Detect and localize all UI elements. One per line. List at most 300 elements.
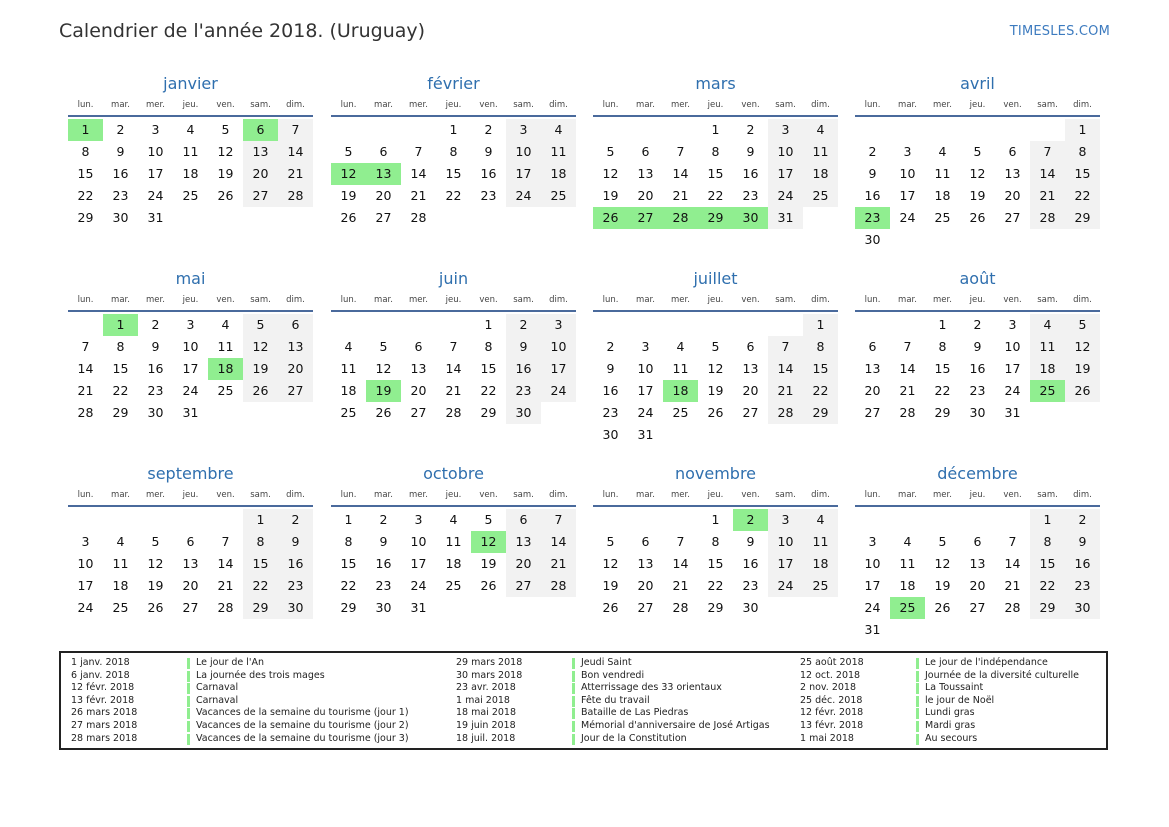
day-cell: 20 (243, 163, 278, 185)
day-cell: 19 (602, 578, 619, 593)
weekday-label: sam. (1037, 100, 1058, 110)
day-cell: 23 (112, 188, 129, 203)
day-cell: 8 (449, 144, 458, 159)
day-cell: 9 (278, 531, 313, 553)
day-cell: 7 (676, 534, 685, 549)
weekday-label: mar. (636, 490, 655, 500)
day-cell: 19 (934, 578, 951, 593)
day-cell: 21 (541, 553, 576, 575)
holiday-day-cell: 26 (593, 207, 628, 229)
day-cell: 26 (340, 210, 357, 225)
empty-cell (663, 119, 698, 141)
weekday-label: mar. (111, 295, 130, 305)
day-cell: 2 (116, 122, 125, 137)
weekday-label: mar. (374, 490, 393, 500)
day-cell: 13 (410, 361, 427, 376)
weekday-label: sam. (1037, 490, 1058, 500)
empty-cell (331, 119, 366, 141)
weekday-label: sam. (250, 295, 271, 305)
day-cell: 15 (243, 553, 278, 575)
day-cell: 17 (864, 578, 881, 593)
day-cell: 20 (969, 578, 986, 593)
day-cell: 29 (112, 405, 129, 420)
day-cell: 16 (742, 556, 759, 571)
weekday-label: lun. (602, 490, 619, 500)
month-name: décembre (937, 464, 1018, 483)
day-cell: 29 (707, 600, 724, 615)
holiday-color-marker (572, 696, 575, 707)
day-cell: 6 (973, 534, 982, 549)
holiday-color-marker (916, 708, 919, 719)
weekday-label: sam. (1037, 295, 1058, 305)
day-cell: 2 (379, 512, 388, 527)
day-cell: 27 (864, 405, 881, 420)
holiday-day-cell: 12 (331, 163, 366, 185)
holiday-color-marker (187, 721, 190, 732)
weekday-label: ven. (479, 295, 498, 305)
empty-cell (1030, 119, 1065, 141)
day-cell: 24 (1004, 383, 1021, 398)
legend-column (456, 657, 770, 745)
holiday-name: Mémorial d'anniversaire de José Artigas (581, 719, 770, 731)
day-cell: 30 (864, 232, 881, 247)
holiday-name: Carnaval (196, 694, 239, 706)
weekday-label: mer. (409, 490, 428, 500)
weekday-label: ven. (1003, 100, 1022, 110)
day-cell: 5 (243, 314, 278, 336)
day-cell: 24 (541, 380, 576, 402)
holiday-day-cell: 1 (103, 314, 138, 336)
weekday-label: lun. (77, 100, 94, 110)
day-cell: 5 (973, 144, 982, 159)
holiday-color-marker (187, 708, 190, 719)
day-cell: 19 (217, 166, 234, 181)
day-cell: 29 (1065, 207, 1100, 229)
day-cell: 10 (147, 144, 164, 159)
day-cell: 14 (672, 166, 689, 181)
day-cell: 5 (606, 534, 615, 549)
day-cell: 20 (182, 578, 199, 593)
day-cell: 18 (899, 578, 916, 593)
day-cell: 2 (746, 122, 755, 137)
month-name: août (959, 269, 996, 288)
day-cell: 24 (147, 188, 164, 203)
day-cell: 6 (641, 144, 650, 159)
brand-link[interactable]: TIMESLES.COM (1009, 24, 1110, 39)
day-cell: 15 (480, 361, 497, 376)
holiday-name: Le jour de l'indépendance (925, 657, 1048, 668)
holiday-day-cell: 19 (366, 380, 401, 402)
weekday-header (331, 97, 576, 117)
day-cell: 7 (903, 339, 912, 354)
weekday-label: dim. (286, 100, 305, 110)
day-cell: 31 (637, 427, 654, 442)
day-cell: 7 (449, 339, 458, 354)
holiday-name: Vacances de la semaine du tourisme (jour 3) (196, 732, 409, 744)
empty-cell (855, 314, 890, 336)
empty-cell (995, 119, 1030, 141)
day-cell: 11 (112, 556, 129, 571)
holiday-day-cell: 29 (698, 207, 733, 229)
weekday-label: mer. (671, 490, 690, 500)
day-cell: 2 (484, 122, 493, 137)
weekday-label: dim. (1073, 100, 1092, 110)
day-cell: 10 (541, 336, 576, 358)
day-cell: 22 (707, 188, 724, 203)
day-cell: 11 (1030, 336, 1065, 358)
weekday-label: jeu. (969, 490, 986, 500)
day-cell: 22 (243, 575, 278, 597)
day-cell: 9 (1065, 531, 1100, 553)
day-cell: 22 (707, 578, 724, 593)
empty-cell (925, 509, 960, 531)
holiday-date: 18 mai 2018 (456, 707, 517, 719)
holiday-date: 1 mai 2018 (800, 732, 854, 744)
day-cell: 6 (641, 534, 650, 549)
day-cell: 28 (217, 600, 234, 615)
month-9 (331, 463, 576, 619)
day-cell: 9 (484, 144, 493, 159)
holiday-date: 1 janv. 2018 (71, 657, 130, 668)
weekday-label: ven. (1003, 490, 1022, 500)
day-grid (68, 314, 313, 424)
day-cell: 26 (969, 210, 986, 225)
day-cell: 16 (864, 188, 881, 203)
day-cell: 14 (541, 531, 576, 553)
day-cell: 10 (768, 141, 803, 163)
day-cell: 26 (217, 188, 234, 203)
day-cell: 17 (541, 358, 576, 380)
day-cell: 26 (934, 600, 951, 615)
weekday-label: dim. (811, 490, 830, 500)
legend-row (800, 733, 1079, 746)
day-cell: 17 (768, 163, 803, 185)
day-grid (855, 314, 1100, 424)
weekday-label: sam. (775, 490, 796, 500)
day-cell: 18 (1030, 358, 1065, 380)
day-cell: 10 (506, 141, 541, 163)
day-cell: 24 (768, 185, 803, 207)
weekday-header (855, 487, 1100, 507)
day-cell: 23 (278, 575, 313, 597)
day-cell: 23 (480, 188, 497, 203)
weekday-label: sam. (513, 295, 534, 305)
day-cell: 25 (934, 210, 951, 225)
month-name: octobre (423, 464, 484, 483)
holiday-name: Lundi gras (925, 707, 975, 719)
empty-cell (698, 314, 733, 336)
day-cell: 17 (637, 383, 654, 398)
day-cell: 8 (803, 336, 838, 358)
month-1 (331, 73, 576, 229)
day-cell: 20 (410, 383, 427, 398)
weekday-label: mar. (898, 490, 917, 500)
day-cell: 3 (414, 512, 423, 527)
day-cell: 2 (278, 509, 313, 531)
day-cell: 24 (182, 383, 199, 398)
day-cell: 2 (1065, 509, 1100, 531)
weekday-label: mar. (374, 100, 393, 110)
holiday-date: 30 mars 2018 (456, 669, 523, 681)
day-cell: 30 (506, 402, 541, 424)
day-cell: 27 (742, 405, 759, 420)
day-cell: 9 (151, 339, 160, 354)
holiday-legend (59, 651, 1108, 750)
day-cell: 31 (410, 600, 427, 615)
day-cell: 16 (147, 361, 164, 376)
weekday-label: mar. (636, 295, 655, 305)
weekday-label: lun. (864, 490, 881, 500)
day-cell: 25 (182, 188, 199, 203)
day-grid (593, 509, 838, 619)
holiday-name: La journée des trois mages (196, 669, 325, 681)
weekday-label: mar. (898, 295, 917, 305)
weekday-label: ven. (741, 490, 760, 500)
day-cell: 14 (278, 141, 313, 163)
day-cell: 30 (147, 405, 164, 420)
empty-cell (593, 509, 628, 531)
day-cell: 9 (116, 144, 125, 159)
holiday-name: La Toussaint (925, 682, 984, 694)
day-cell: 16 (375, 556, 392, 571)
weekday-label: mar. (111, 100, 130, 110)
day-cell: 23 (1065, 575, 1100, 597)
day-cell: 15 (112, 361, 129, 376)
empty-cell (960, 119, 995, 141)
day-cell: 5 (379, 339, 388, 354)
weekday-label: jeu. (969, 100, 986, 110)
day-cell: 12 (934, 556, 951, 571)
weekday-label: jeu. (445, 490, 462, 500)
day-cell: 2 (868, 144, 877, 159)
day-cell: 3 (1008, 317, 1017, 332)
day-cell: 4 (938, 144, 947, 159)
weekday-label: dim. (811, 295, 830, 305)
day-grid (331, 314, 576, 424)
day-cell: 16 (506, 358, 541, 380)
day-cell: 12 (602, 556, 619, 571)
day-cell: 13 (506, 531, 541, 553)
day-cell: 25 (445, 578, 462, 593)
day-cell: 24 (637, 405, 654, 420)
day-cell: 21 (77, 383, 94, 398)
day-cell: 26 (707, 405, 724, 420)
day-cell: 3 (903, 144, 912, 159)
day-cell: 19 (707, 383, 724, 398)
day-cell: 31 (1004, 405, 1021, 420)
day-cell: 31 (864, 622, 881, 637)
day-cell: 23 (969, 383, 986, 398)
day-grid (855, 119, 1100, 251)
day-cell: 30 (1065, 597, 1100, 619)
holiday-date: 28 mars 2018 (71, 732, 138, 744)
day-cell: 16 (480, 166, 497, 181)
legend-row (71, 670, 409, 683)
weekday-label: mar. (898, 100, 917, 110)
day-cell: 19 (340, 188, 357, 203)
day-cell: 6 (414, 339, 423, 354)
weekday-label: mer. (146, 490, 165, 500)
weekday-label: dim. (549, 295, 568, 305)
day-cell: 19 (1065, 358, 1100, 380)
day-cell: 27 (969, 600, 986, 615)
day-cell: 14 (445, 361, 462, 376)
day-cell: 27 (506, 575, 541, 597)
day-cell: 7 (221, 534, 230, 549)
holiday-date: 12 févr. 2018 (71, 682, 135, 694)
day-cell: 3 (541, 314, 576, 336)
day-cell: 19 (147, 578, 164, 593)
holiday-name: Jour de la Constitution (581, 732, 687, 744)
empty-cell (628, 314, 663, 336)
weekday-label: ven. (216, 295, 235, 305)
holiday-day-cell: 18 (208, 358, 243, 380)
day-cell: 18 (445, 556, 462, 571)
day-cell: 26 (243, 380, 278, 402)
day-cell: 13 (637, 556, 654, 571)
legend-row (71, 707, 409, 720)
day-cell: 28 (410, 210, 427, 225)
day-cell: 20 (742, 383, 759, 398)
day-cell: 26 (480, 578, 497, 593)
day-cell: 24 (864, 600, 881, 615)
empty-cell (628, 509, 663, 531)
day-cell: 8 (1065, 141, 1100, 163)
day-cell: 9 (746, 534, 755, 549)
day-cell: 15 (1030, 553, 1065, 575)
day-cell: 18 (803, 163, 838, 185)
day-cell: 11 (445, 534, 462, 549)
weekday-label: sam. (250, 490, 271, 500)
day-cell: 10 (899, 166, 916, 181)
holiday-color-marker (916, 658, 919, 669)
day-cell: 14 (1004, 556, 1021, 571)
empty-cell (855, 509, 890, 531)
day-cell: 6 (379, 144, 388, 159)
weekday-label: mer. (409, 100, 428, 110)
day-cell: 10 (637, 361, 654, 376)
weekday-label: jeu. (445, 295, 462, 305)
day-cell: 4 (803, 509, 838, 531)
day-cell: 11 (672, 361, 689, 376)
day-cell: 10 (182, 339, 199, 354)
holiday-color-marker (572, 734, 575, 745)
day-cell: 22 (445, 188, 462, 203)
day-cell: 7 (676, 144, 685, 159)
holiday-date: 25 déc. 2018 (800, 694, 863, 706)
day-cell: 30 (278, 597, 313, 619)
legend-row (71, 657, 409, 670)
weekday-label: lun. (864, 295, 881, 305)
weekday-label: jeu. (182, 295, 199, 305)
day-cell: 12 (147, 556, 164, 571)
day-cell: 11 (541, 141, 576, 163)
month-11 (855, 463, 1100, 641)
day-cell: 11 (217, 339, 234, 354)
day-cell: 15 (803, 358, 838, 380)
holiday-name: Bon vendredi (581, 669, 645, 681)
day-cell: 10 (864, 556, 881, 571)
day-cell: 20 (637, 578, 654, 593)
weekday-header (593, 292, 838, 312)
day-cell: 14 (899, 361, 916, 376)
weekday-label: dim. (1073, 295, 1092, 305)
day-cell: 31 (768, 207, 803, 229)
day-cell: 14 (77, 361, 94, 376)
day-cell: 29 (243, 597, 278, 619)
month-5 (331, 268, 576, 424)
day-cell: 24 (506, 185, 541, 207)
day-cell: 21 (672, 578, 689, 593)
legend-row (456, 657, 770, 670)
day-cell: 26 (602, 600, 619, 615)
day-cell: 22 (77, 188, 94, 203)
weekday-label: mer. (933, 100, 952, 110)
day-cell: 22 (340, 578, 357, 593)
weekday-label: mar. (636, 100, 655, 110)
weekday-label: sam. (250, 100, 271, 110)
day-cell: 10 (410, 534, 427, 549)
month-2 (593, 73, 838, 229)
weekday-label: mer. (409, 295, 428, 305)
empty-cell (628, 119, 663, 141)
holiday-color-marker (916, 696, 919, 707)
day-cell: 9 (746, 144, 755, 159)
day-cell: 23 (147, 383, 164, 398)
legend-column (71, 657, 409, 745)
holiday-date: 23 avr. 2018 (456, 682, 516, 694)
empty-cell (733, 314, 768, 336)
day-cell: 13 (864, 361, 881, 376)
weekday-label: jeu. (707, 100, 724, 110)
day-cell: 4 (221, 317, 230, 332)
day-cell: 6 (506, 509, 541, 531)
day-cell: 12 (602, 166, 619, 181)
day-cell: 16 (278, 553, 313, 575)
holiday-day-cell: 2 (733, 509, 768, 531)
day-cell: 13 (1004, 166, 1021, 181)
day-cell: 15 (77, 166, 94, 181)
holiday-color-marker (187, 683, 190, 694)
month-name: juillet (693, 269, 738, 288)
empty-cell (890, 119, 925, 141)
day-cell: 23 (506, 380, 541, 402)
day-cell: 27 (182, 600, 199, 615)
day-cell: 29 (77, 210, 94, 225)
day-cell: 16 (602, 383, 619, 398)
holiday-day-cell: 6 (243, 119, 278, 141)
empty-cell (366, 119, 401, 141)
day-cell: 8 (484, 339, 493, 354)
weekday-label: lun. (77, 490, 94, 500)
day-cell: 28 (768, 402, 803, 424)
weekday-label: dim. (286, 490, 305, 500)
holiday-color-marker (572, 658, 575, 669)
empty-cell (960, 509, 995, 531)
day-cell: 2 (606, 339, 615, 354)
day-cell: 1 (711, 122, 720, 137)
day-cell: 4 (186, 122, 195, 137)
holiday-color-marker (187, 671, 190, 682)
holiday-date: 13 févr. 2018 (71, 694, 135, 706)
day-cell: 18 (340, 383, 357, 398)
day-cell: 4 (676, 339, 685, 354)
day-cell: 21 (1004, 578, 1021, 593)
empty-cell (663, 509, 698, 531)
day-cell: 7 (1030, 141, 1065, 163)
legend-row (456, 695, 770, 708)
day-cell: 11 (899, 556, 916, 571)
